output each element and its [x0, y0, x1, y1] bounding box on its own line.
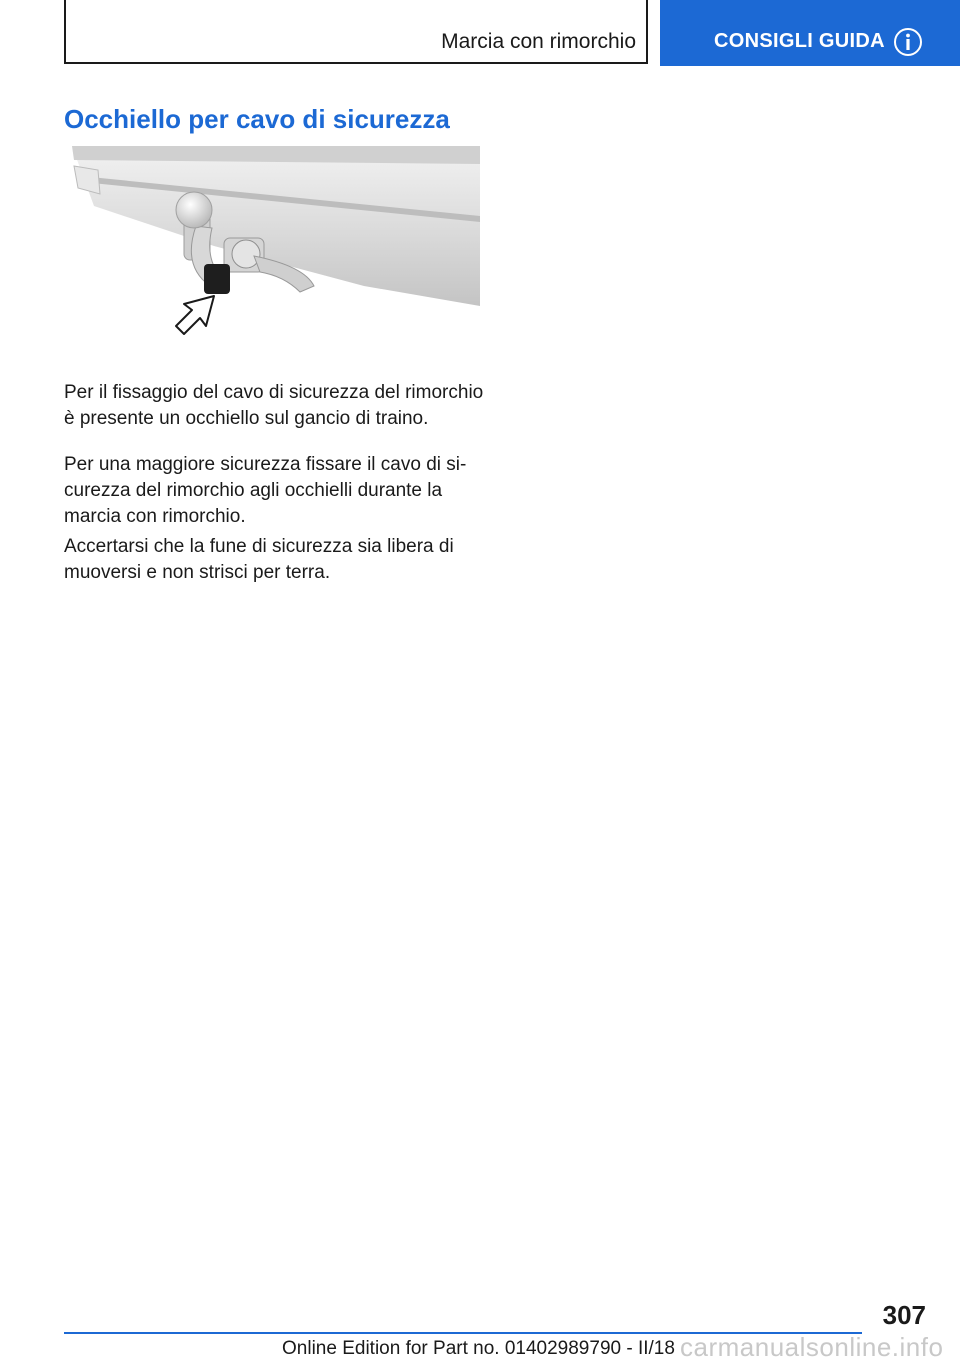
tow-hook-illustration	[64, 146, 480, 346]
header-chapter-title: CONSIGLI GUIDA	[714, 30, 885, 52]
paragraph-3: Accertarsi che la fune di sicurezza sia libera di muoversi e non strisci per terra.	[64, 536, 454, 583]
paragraph-1: Per il fissaggio del cavo di sicurezza del rimorchio è presente un occhiello sul gancio di traino.	[64, 382, 484, 429]
page-number: 307	[882, 1300, 926, 1330]
page-title: Occhiello per cavo di sicurezza	[64, 104, 450, 134]
watermark: carmanualsonline.info	[680, 1332, 944, 1362]
paragraph-2: Per una maggiore sicurezza fissare il cavo di si-curezza del rimorchio agli occhielli durante la marcia con rimorchio.	[64, 454, 467, 527]
header-section-title: Marcia con rimorchio	[441, 30, 636, 53]
header-section-box	[64, 0, 648, 64]
header-chapter-tab[interactable]	[660, 0, 960, 66]
footer-edition: Online Edition for Part no. 01402989790 - II/18	[282, 1338, 675, 1359]
info-icon[interactable]	[893, 27, 923, 57]
